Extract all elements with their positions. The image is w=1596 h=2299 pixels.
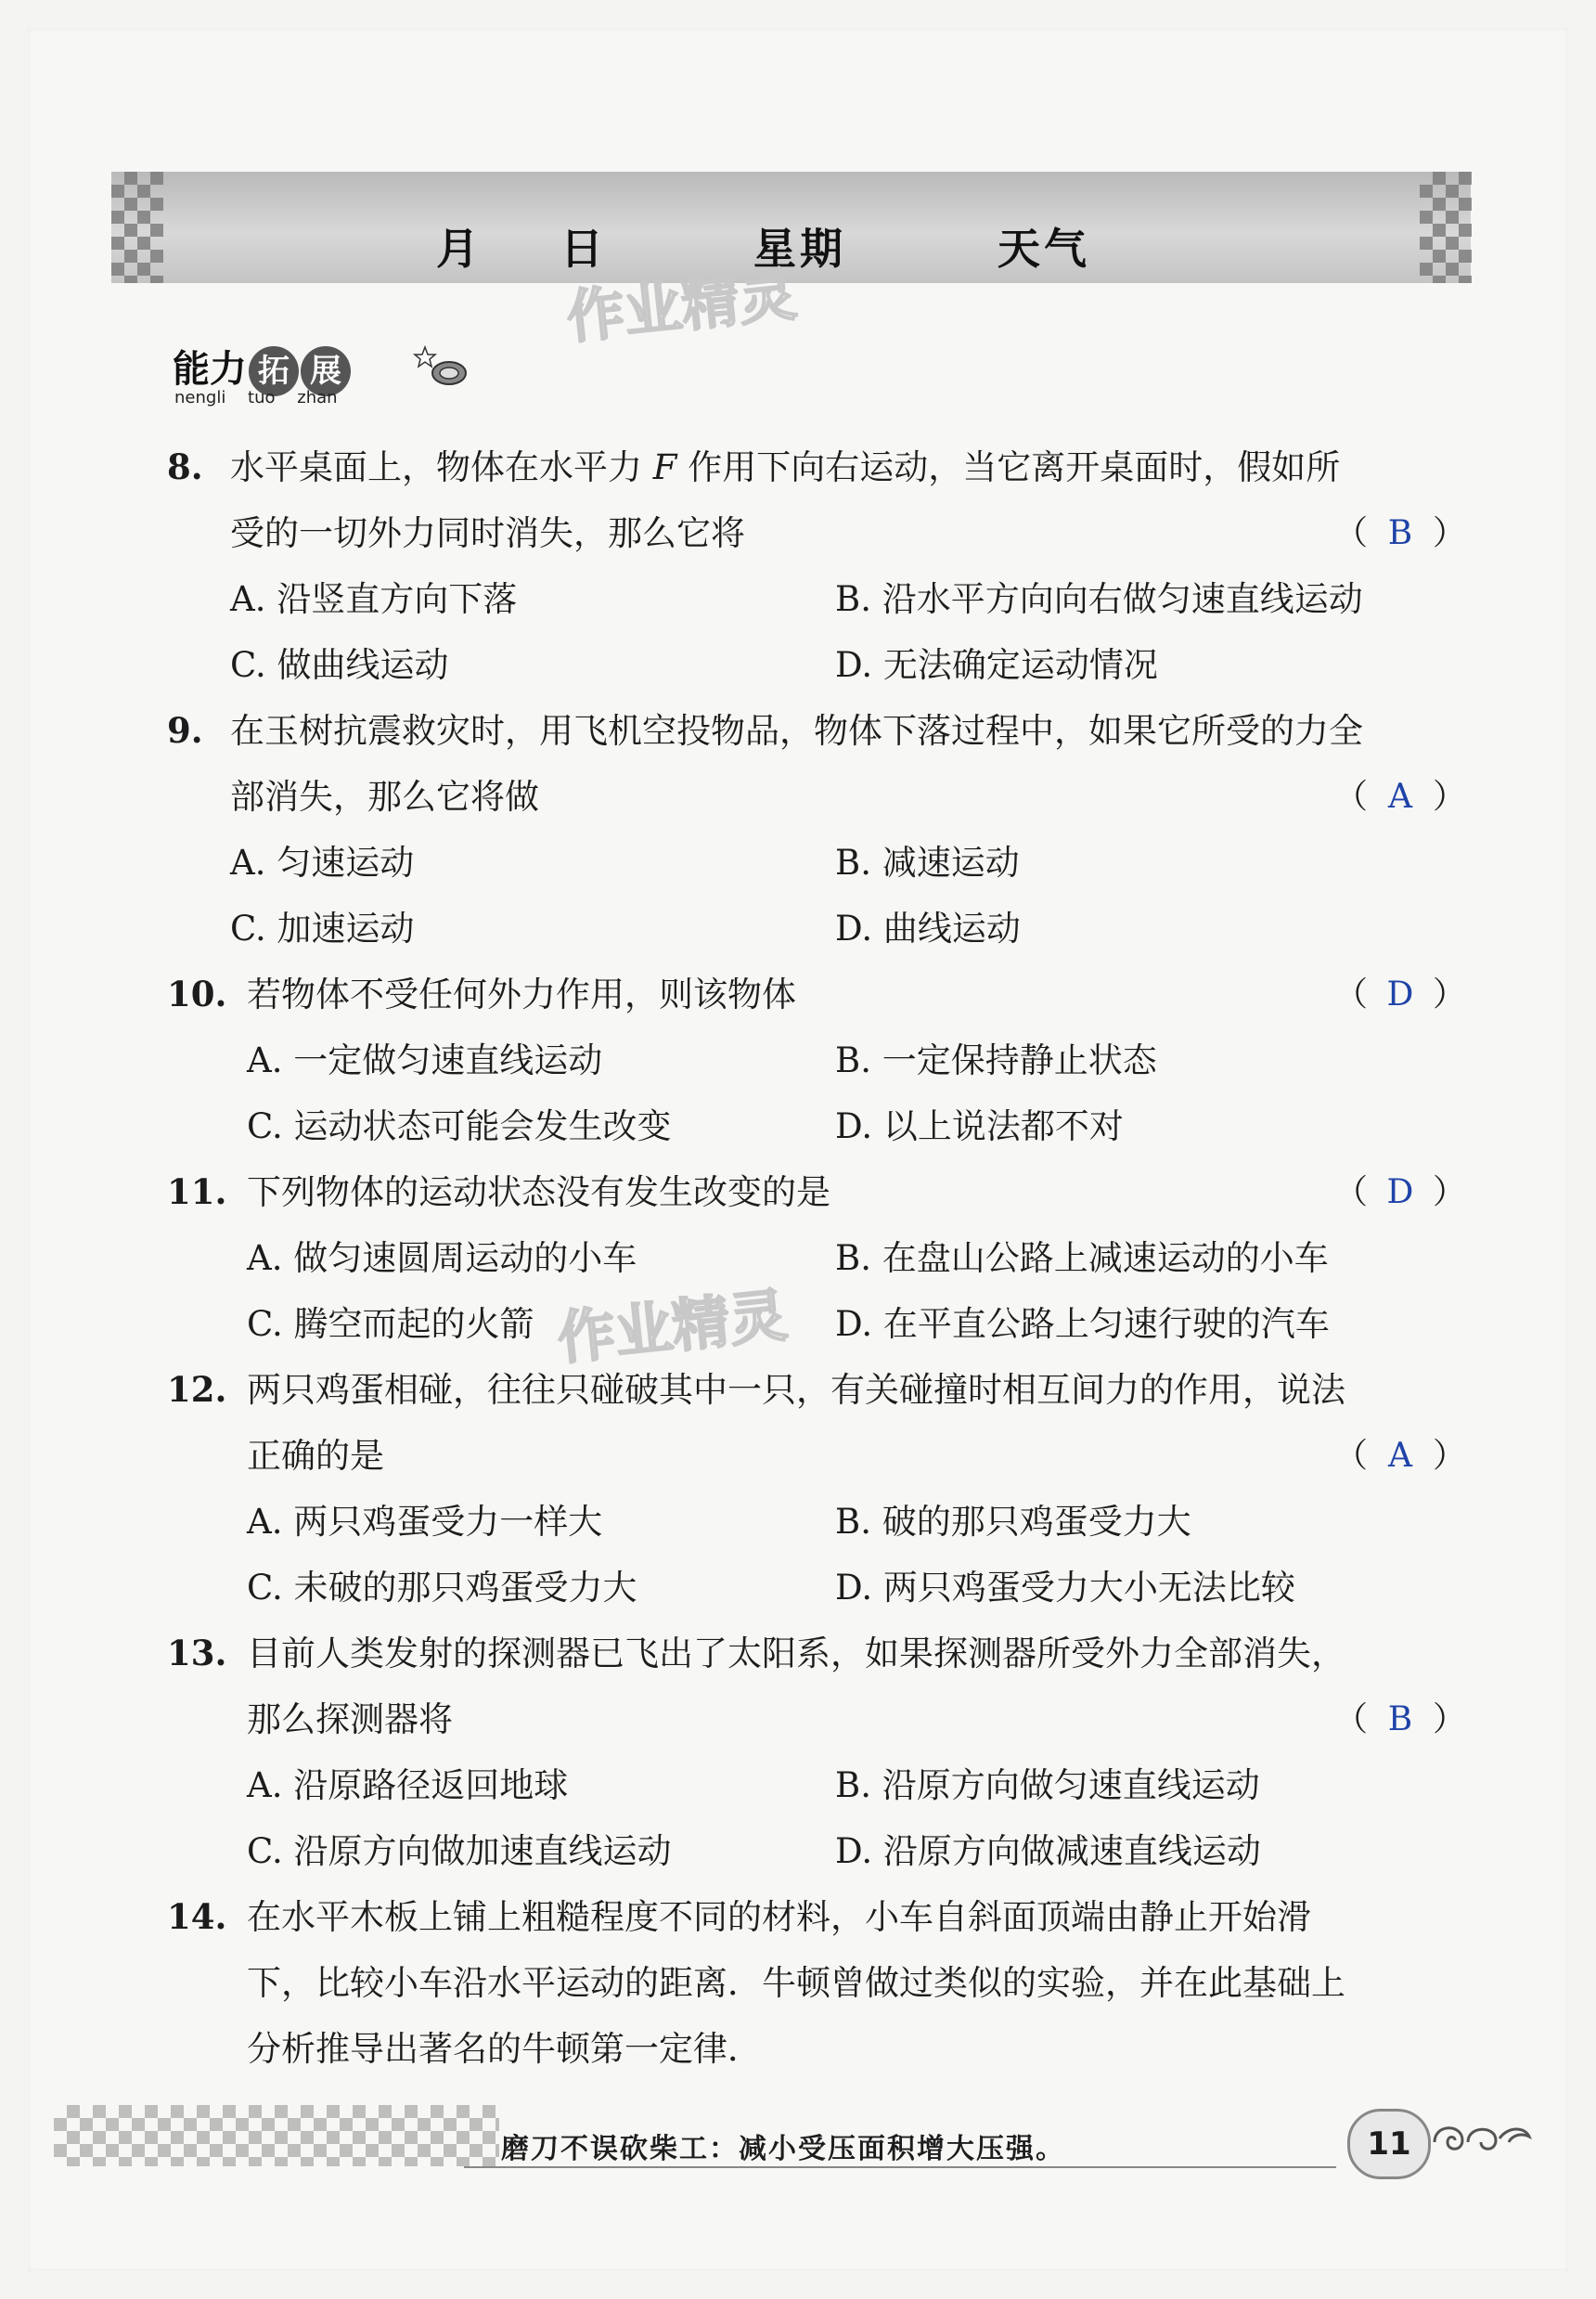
section-title-tuo: 拓 bbox=[249, 346, 299, 396]
option-d: D. 无法确定运动情况 bbox=[835, 645, 1158, 685]
question-text: 受的一切外力同时消失，那么它将 bbox=[230, 513, 745, 553]
question-14 bbox=[167, 1884, 1466, 2082]
answer-bracket bbox=[1334, 962, 1466, 1027]
option-c: C. 未破的那只鸡蛋受力大 bbox=[247, 1568, 637, 1608]
question-line bbox=[167, 1159, 1466, 1225]
question-number: 13. bbox=[167, 1633, 227, 1673]
section-badge bbox=[173, 334, 479, 418]
bracket-close: ） bbox=[1432, 975, 1466, 1014]
footer-motto: 磨刀不误砍柴工：减小受压面积增大压强。 bbox=[501, 2133, 1065, 2165]
bracket-open: （ bbox=[1333, 1700, 1368, 1738]
option-a: A. 沿竖直方向下落 bbox=[230, 579, 518, 619]
question-text: 目前人类发射的探测器已飞出了太阳系，如果探测器所受外力全部消失， bbox=[247, 1634, 1345, 1673]
option-b: B. 一定保持静止状态 bbox=[835, 1040, 1157, 1080]
question-10 bbox=[167, 962, 1466, 1159]
question-9 bbox=[167, 698, 1466, 962]
question-line bbox=[167, 1950, 1466, 2016]
question-line bbox=[167, 764, 1466, 830]
option-d: D. 在平直公路上匀速行驶的汽车 bbox=[835, 1304, 1330, 1344]
bracket-open: （ bbox=[1333, 778, 1368, 816]
bracket-open: （ bbox=[1333, 514, 1368, 552]
option-c: C. 运动状态可能会发生改变 bbox=[247, 1106, 672, 1146]
question-text: 两只鸡蛋相碰，往往只碰破其中一只，有关碰撞时相互间力的作用，说法 bbox=[247, 1370, 1345, 1410]
question-line bbox=[167, 1423, 1466, 1489]
question-text: 下列物体的运动状态没有发生改变的是 bbox=[247, 1172, 830, 1212]
option-c: C. 做曲线运动 bbox=[230, 645, 449, 685]
question-text: 部消失，那么它将做 bbox=[230, 777, 539, 817]
answer-letter: B bbox=[1387, 514, 1413, 552]
option-a: A. 沿原路径返回地球 bbox=[247, 1765, 569, 1805]
question-text: 那么探测器将 bbox=[247, 1699, 453, 1739]
question-12 bbox=[167, 1357, 1466, 1621]
option-c: C. 沿原方向做加速直线运动 bbox=[247, 1831, 672, 1871]
options-row bbox=[167, 1093, 1466, 1159]
question-text: 分析推导出著名的牛顿第一定律． bbox=[247, 2029, 762, 2069]
option-a: A. 两只鸡蛋受力一样大 bbox=[247, 1502, 603, 1542]
option-b: B. 在盘山公路上减速运动的小车 bbox=[835, 1238, 1329, 1278]
question-number: 8. bbox=[167, 446, 203, 487]
header-weekday: 星期 bbox=[753, 224, 846, 274]
question-text: 若物体不受任何外力作用，则该物体 bbox=[247, 975, 796, 1014]
question-number: 9. bbox=[167, 710, 203, 751]
answer-bracket bbox=[1334, 500, 1466, 566]
question-line bbox=[167, 500, 1466, 566]
options-row bbox=[167, 1027, 1466, 1093]
bracket-close: ） bbox=[1432, 514, 1466, 552]
bracket-open: （ bbox=[1333, 1173, 1368, 1211]
question-number: 12. bbox=[167, 1369, 227, 1410]
option-a: A. 匀速运动 bbox=[230, 843, 415, 883]
question-text: 在玉树抗震救灾时，用飞机空投物品，物体下落过程中，如果它所受的力全 bbox=[230, 711, 1363, 751]
question-13 bbox=[167, 1621, 1466, 1884]
header-month: 月 bbox=[436, 224, 483, 274]
option-d: D. 沿原方向做减速直线运动 bbox=[835, 1831, 1261, 1871]
bracket-open: （ bbox=[1333, 1437, 1368, 1475]
question-number: 11. bbox=[167, 1171, 227, 1212]
bracket-close: ） bbox=[1432, 1173, 1466, 1211]
question-text bbox=[230, 434, 1340, 500]
question-text: 在水平木板上铺上粗糙程度不同的材料，小车自斜面顶端由静止开始滑 bbox=[247, 1897, 1311, 1937]
question-line bbox=[167, 962, 1466, 1027]
question-11 bbox=[167, 1159, 1466, 1357]
options-row bbox=[167, 566, 1466, 632]
answer-bracket bbox=[1334, 764, 1466, 830]
options-row bbox=[167, 896, 1466, 962]
answer-bracket bbox=[1334, 1423, 1466, 1489]
option-c: C. 腾空而起的火箭 bbox=[247, 1304, 534, 1344]
question-text-part: 水平桌面上，物体在水平力 bbox=[230, 447, 653, 487]
question-variable: F bbox=[652, 447, 677, 487]
bracket-close: ） bbox=[1432, 778, 1466, 816]
answer-letter: B bbox=[1387, 1700, 1413, 1738]
option-b: B. 沿水平方向向右做匀速直线运动 bbox=[835, 579, 1363, 619]
section-title-zhan: 展 bbox=[301, 346, 351, 396]
options-row bbox=[167, 1555, 1466, 1621]
watermark-top: 作业精灵 bbox=[563, 260, 800, 352]
options-row bbox=[167, 1818, 1466, 1884]
option-d: D. 以上说法都不对 bbox=[835, 1106, 1124, 1146]
header-checker-right bbox=[1420, 172, 1472, 283]
question-line bbox=[167, 698, 1466, 764]
question-line bbox=[167, 434, 1466, 500]
section-pinyin: nengli tuo zhan bbox=[174, 388, 338, 407]
options-row bbox=[167, 1752, 1466, 1818]
watermark-middle: 作业精灵 bbox=[554, 1281, 791, 1373]
options-row bbox=[167, 830, 1466, 896]
option-b: B. 破的那只鸡蛋受力大 bbox=[835, 1502, 1191, 1542]
question-text: 正确的是 bbox=[247, 1436, 384, 1476]
question-line bbox=[167, 1621, 1466, 1686]
star-swirl-icon bbox=[412, 345, 470, 390]
options-row bbox=[167, 632, 1466, 698]
header-weather: 天气 bbox=[998, 224, 1090, 274]
answer-letter: D bbox=[1386, 1173, 1414, 1211]
option-a: A. 一定做匀速直线运动 bbox=[247, 1040, 603, 1080]
header-day: 日 bbox=[560, 224, 607, 274]
question-line bbox=[167, 2016, 1466, 2082]
section-title-main: 能力 bbox=[173, 348, 247, 391]
footer-checker bbox=[54, 2105, 499, 2166]
options-row bbox=[167, 1225, 1466, 1291]
answer-letter: A bbox=[1387, 778, 1412, 816]
answer-letter: D bbox=[1386, 975, 1414, 1014]
option-b: B. 减速运动 bbox=[835, 843, 1020, 883]
bracket-close: ） bbox=[1432, 1437, 1466, 1475]
options-row bbox=[167, 1489, 1466, 1555]
option-b: B. 沿原方向做匀速直线运动 bbox=[835, 1765, 1260, 1805]
header-checker-left bbox=[111, 172, 163, 283]
options-row bbox=[167, 1291, 1466, 1357]
option-d: D. 曲线运动 bbox=[835, 909, 1021, 949]
question-8 bbox=[167, 434, 1466, 698]
bracket-open: （ bbox=[1333, 975, 1368, 1014]
swirl-ornament-icon bbox=[1425, 2105, 1537, 2170]
question-line bbox=[167, 1357, 1466, 1423]
question-line bbox=[167, 1686, 1466, 1752]
question-text-part: 作用下向右运动，当它离开桌面时，假如所 bbox=[676, 447, 1341, 487]
answer-letter: A bbox=[1387, 1437, 1412, 1475]
answer-bracket bbox=[1334, 1159, 1466, 1225]
bracket-close: ） bbox=[1432, 1700, 1466, 1738]
question-text: 下，比较小车沿水平运动的距离．牛顿曾做过类似的实验，并在此基础上 bbox=[247, 1963, 1345, 2003]
page-number: 11 bbox=[1347, 2109, 1431, 2179]
questions-list bbox=[167, 434, 1466, 2082]
option-a: A. 做匀速圆周运动的小车 bbox=[247, 1238, 637, 1278]
option-d: D. 两只鸡蛋受力大小无法比较 bbox=[835, 1568, 1295, 1608]
question-number: 14. bbox=[167, 1896, 227, 1937]
answer-bracket bbox=[1334, 1686, 1466, 1752]
question-number: 10. bbox=[167, 974, 227, 1014]
option-c: C. 加速运动 bbox=[230, 909, 415, 949]
question-line bbox=[167, 1884, 1466, 1950]
